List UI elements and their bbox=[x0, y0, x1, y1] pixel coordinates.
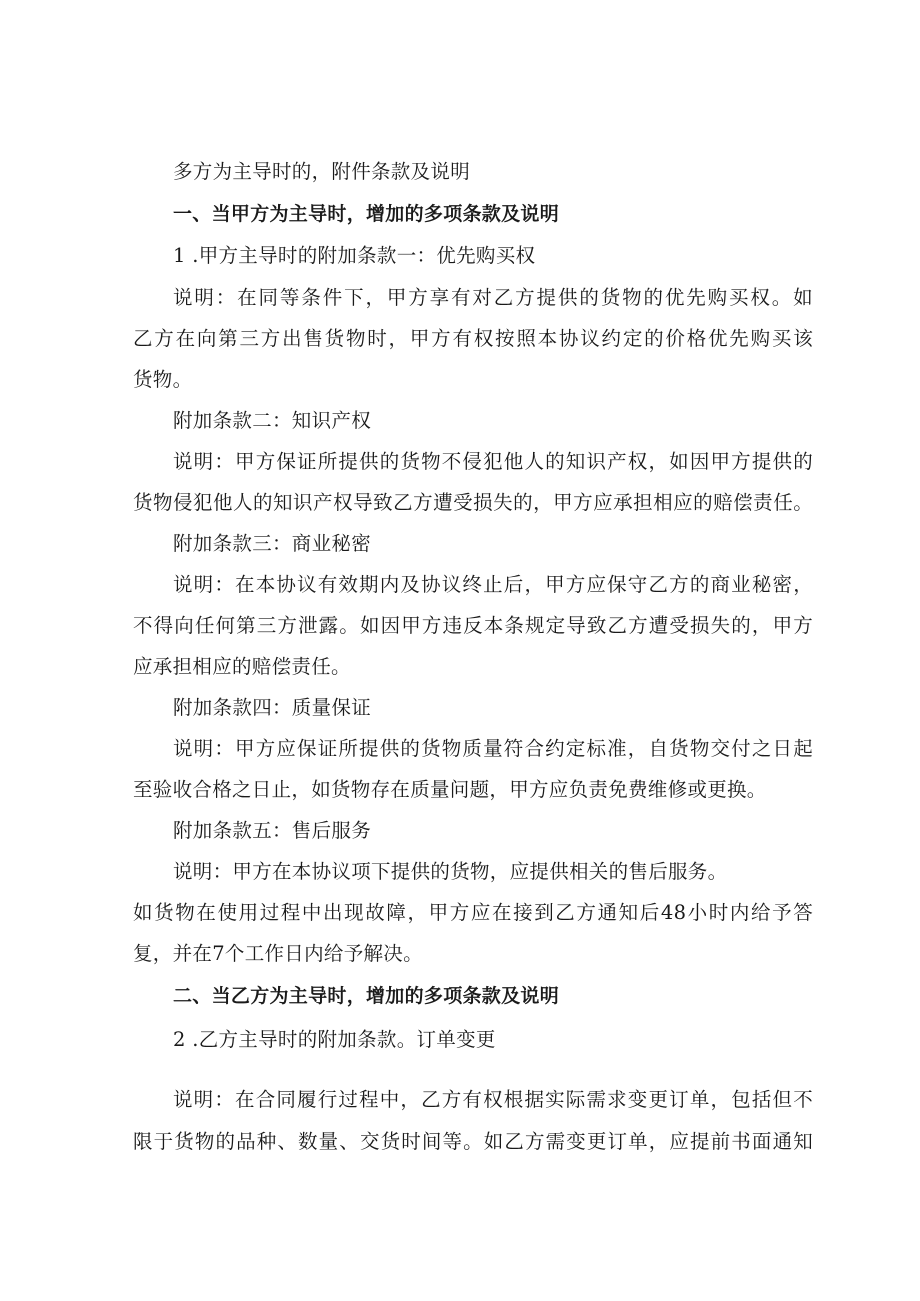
section1-clause5-title: 附加条款五：售后服务 bbox=[173, 819, 372, 842]
section1-clause2-desc-line: 货物侵犯他人的知识产权导致乙方遭受损失的，甲方应承担相应的赔偿责任。 bbox=[133, 491, 813, 514]
section1-clause5-desc-line: 复，并在7个工作日内给予解决。 bbox=[133, 942, 423, 965]
section2-heading: 二、当乙方为主导时，增加的多项条款及说明 bbox=[173, 985, 560, 1007]
section1-clause4-desc-line: 说明：甲方应保证所提供的货物质量符合约定标准，自货物交付之日起 bbox=[173, 737, 813, 760]
section1-clause4-desc-line: 至验收合格之日止，如货物存在质量问题，甲方应负责免费维修或更换。 bbox=[133, 778, 767, 801]
section1-heading: 一、当甲方为主导时，增加的多项条款及说明 bbox=[173, 203, 560, 225]
section1-clause5-desc-line: 说明：甲方在本协议项下提供的货物，应提供相关的售后服务。 bbox=[173, 860, 728, 883]
section1-clause1-desc-line: 乙方在向第三方出售货物时，甲方有权按照本协议约定的价格优先购买该 bbox=[133, 327, 813, 350]
section1-clause1-title: 1 .甲方主导时的附加条款一：优先购买权 bbox=[173, 244, 536, 267]
section2-clause1-desc-line: 限于货物的品种、数量、交货时间等。如乙方需变更订单，应提前书面通知 bbox=[133, 1130, 813, 1153]
section1-clause4-title: 附加条款四：质量保证 bbox=[173, 696, 372, 719]
section1-clause3-desc-line: 不得向任何第三方泄露。如因甲方违反本条规定导致乙方遭受损失的，甲方 bbox=[133, 614, 813, 637]
section1-clause5-desc-line: 如货物在使用过程中出现故障，甲方应在接到乙方通知后48小时内给予答 bbox=[133, 901, 813, 924]
section2-clause1-desc-line: 说明：在合同履行过程中，乙方有权根据实际需求变更订单，包括但不 bbox=[173, 1088, 813, 1111]
section2-clause1-title: 2 .乙方主导时的附加条款。订单变更 bbox=[173, 1028, 496, 1051]
section1-clause3-desc-line: 说明：在本协议有效期内及协议终止后，甲方应保守乙方的商业秘密， bbox=[173, 573, 813, 596]
section1-clause1-desc-line: 货物。 bbox=[133, 368, 193, 391]
section1-clause3-title: 附加条款三：商业秘密 bbox=[173, 532, 372, 555]
section1-clause2-title: 附加条款二：知识产权 bbox=[173, 409, 372, 432]
section1-clause3-desc-line: 应承担相应的赔偿责任。 bbox=[133, 655, 351, 678]
document-title: 多方为主导时的，附件条款及说明 bbox=[173, 160, 471, 183]
section1-clause1-desc-line: 说明：在同等条件下，甲方享有对乙方提供的货物的优先购买权。如 bbox=[173, 286, 813, 309]
section1-clause2-desc-line: 说明：甲方保证所提供的货物不侵犯他人的知识产权，如因甲方提供的 bbox=[173, 450, 813, 473]
